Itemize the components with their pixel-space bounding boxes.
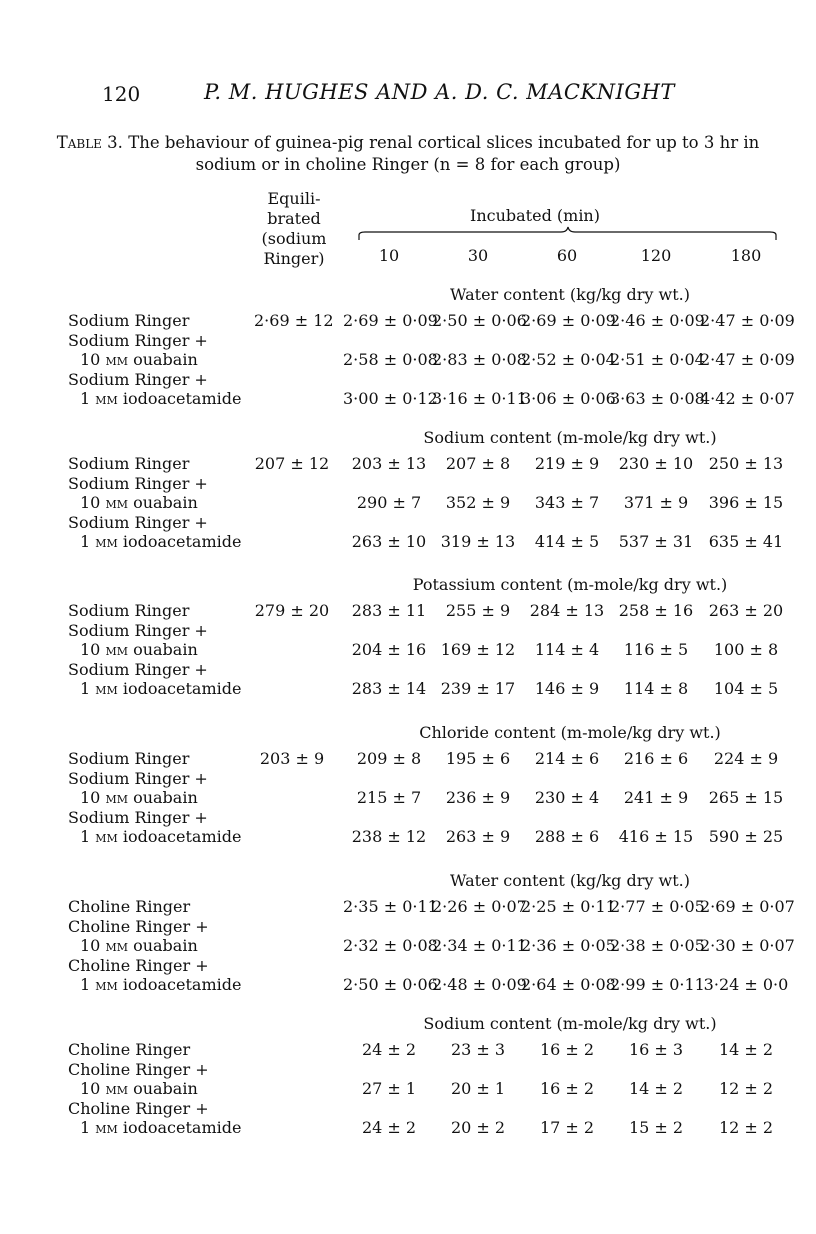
equilibrated-header-line: brated [267, 209, 321, 228]
caption-text-1: The behaviour of guinea-pig renal cortical slices incubated for up to 3 hr in [128, 133, 760, 152]
table-cell: 396 ± 15 [708, 493, 784, 512]
table-cell: 219 ± 9 [534, 454, 600, 473]
table-cell: 635 ± 41 [708, 532, 784, 551]
table-cell: 224 ± 9 [713, 749, 779, 768]
table-cell: 2·26 ± 0·07 [432, 897, 527, 916]
table-cell: 2·48 ± 0·09 [432, 975, 527, 994]
time-column-header: 180 [730, 246, 762, 265]
incubated-brace [355, 226, 780, 242]
row-label: 10 mm ouabain [80, 788, 198, 807]
table-cell: 2·69 ± 0·07 [700, 897, 795, 916]
table-cell: 24 ± 2 [361, 1118, 417, 1137]
table-cell: 2·47 ± 0·09 [700, 350, 795, 369]
table-cell: 288 ± 6 [534, 827, 600, 846]
table-cell: 352 ± 9 [445, 493, 511, 512]
table-cell: 263 ± 20 [708, 601, 784, 620]
row-label: Sodium Ringer + [68, 808, 208, 827]
table-label: Table 3. [56, 133, 123, 152]
table-cell: 2·50 ± 0·06 [432, 311, 527, 330]
table-cell: 537 ± 31 [618, 532, 694, 551]
table-cell: 238 ± 12 [351, 827, 427, 846]
table-cell: 3·16 ± 0·11 [432, 389, 527, 408]
table-cell: 12 ± 2 [718, 1118, 774, 1137]
table-cell: 2·69 ± 0·09 [521, 311, 616, 330]
table-cell: 17 ± 2 [539, 1118, 595, 1137]
section-title: Water content (kg/kg dry wt.) [450, 871, 690, 890]
table-cell: 239 ± 17 [440, 679, 516, 698]
time-column-header: 10 [378, 246, 400, 265]
table-cell: 2·30 ± 0·07 [700, 936, 795, 955]
row-label: Sodium Ringer [68, 311, 190, 330]
time-column-header: 120 [640, 246, 672, 265]
row-label: 1 mm iodoacetamide [80, 1118, 242, 1137]
table-cell: 2·32 ± 0·08 [343, 936, 438, 955]
table-cell: 2·38 ± 0·05 [610, 936, 705, 955]
row-label: Sodium Ringer + [68, 474, 208, 493]
table-cell: 283 ± 11 [351, 601, 427, 620]
row-label: Choline Ringer + [68, 1060, 209, 1079]
table-cell: 2·50 ± 0·06 [343, 975, 438, 994]
incubated-header: Incubated (min) [470, 206, 600, 225]
row-label: 10 mm ouabain [80, 640, 198, 659]
table-cell: 2·47 ± 0·09 [700, 311, 795, 330]
table-cell: 284 ± 13 [529, 601, 605, 620]
equilibrated-header-line: (sodium [261, 229, 327, 248]
table-cell: 3·00 ± 0·12 [343, 389, 438, 408]
equilibrated-header [256, 189, 332, 269]
table-cell: 2·69 ± 0·09 [343, 311, 438, 330]
table-cell: 114 ± 8 [623, 679, 689, 698]
table-cell: 216 ± 6 [623, 749, 689, 768]
row-label: Sodium Ringer + [68, 621, 208, 640]
table-cell: 2·34 ± 0·11 [432, 936, 527, 955]
row-label: Choline Ringer [68, 1040, 191, 1059]
table-cell: 24 ± 2 [361, 1040, 417, 1059]
equilibrated-value: 279 ± 20 [254, 601, 330, 620]
caption-text-2: sodium or in choline Ringer (n = 8 for each group) [195, 155, 621, 174]
page-number: 120 [102, 82, 141, 106]
row-label: 1 mm iodoacetamide [80, 532, 242, 551]
equilibrated-header-line: Ringer) [263, 249, 325, 268]
table-cell: 214 ± 6 [534, 749, 600, 768]
table-cell: 207 ± 8 [445, 454, 511, 473]
section-title: Sodium content (m-mole/kg dry wt.) [423, 428, 717, 447]
row-label: 10 mm ouabain [80, 493, 198, 512]
row-label: Sodium Ringer + [68, 769, 208, 788]
row-label: 10 mm ouabain [80, 1079, 198, 1098]
equilibrated-value: 207 ± 12 [254, 454, 330, 473]
table-cell: 203 ± 13 [351, 454, 427, 473]
table-cell: 3·63 ± 0·08 [610, 389, 705, 408]
table-cell: 16 ± 2 [539, 1040, 595, 1059]
table-cell: 100 ± 8 [713, 640, 779, 659]
row-label: Sodium Ringer + [68, 513, 208, 532]
row-label: Sodium Ringer [68, 749, 190, 768]
table-cell: 146 ± 9 [534, 679, 600, 698]
table-cell: 290 ± 7 [356, 493, 422, 512]
row-label: 10 mm ouabain [80, 350, 198, 369]
table-cell: 104 ± 5 [713, 679, 779, 698]
table-cell: 20 ± 2 [450, 1118, 506, 1137]
table-cell: 116 ± 5 [623, 640, 689, 659]
row-label: Sodium Ringer + [68, 660, 208, 679]
row-label: 1 mm iodoacetamide [80, 827, 242, 846]
table-cell: 2·51 ± 0·04 [610, 350, 705, 369]
row-label: Sodium Ringer + [68, 370, 208, 389]
table-cell: 215 ± 7 [356, 788, 422, 807]
table-cell: 2·64 ± 0·08 [521, 975, 616, 994]
section-title: Chloride content (m-mole/kg dry wt.) [419, 723, 721, 742]
table-cell: 283 ± 14 [351, 679, 427, 698]
table-cell: 230 ± 10 [618, 454, 694, 473]
table-caption-line-1 [0, 132, 816, 154]
table-cell: 265 ± 15 [708, 788, 784, 807]
table-cell: 12 ± 2 [718, 1079, 774, 1098]
row-label: Choline Ringer + [68, 956, 209, 975]
table-cell: 2·83 ± 0·08 [432, 350, 527, 369]
table-cell: 14 ± 2 [718, 1040, 774, 1059]
table-cell: 319 ± 13 [440, 532, 516, 551]
equilibrated-value: 2·69 ± 12 [254, 311, 334, 330]
equilibrated-header-line: Equili- [267, 189, 321, 208]
table-cell: 250 ± 13 [708, 454, 784, 473]
table-cell: 236 ± 9 [445, 788, 511, 807]
section-title: Sodium content (m-mole/kg dry wt.) [423, 1014, 717, 1033]
table-cell: 2·52 ± 0·04 [521, 350, 616, 369]
table-cell: 2·46 ± 0·09 [610, 311, 705, 330]
table-cell: 258 ± 16 [618, 601, 694, 620]
row-label: Choline Ringer [68, 897, 191, 916]
table-cell: 16 ± 3 [628, 1040, 684, 1059]
table-cell: 263 ± 10 [351, 532, 427, 551]
table-cell: 114 ± 4 [534, 640, 600, 659]
table-cell: 27 ± 1 [361, 1079, 417, 1098]
table-cell: 169 ± 12 [440, 640, 516, 659]
table-cell: 2·35 ± 0·11 [343, 897, 438, 916]
row-label: Sodium Ringer [68, 454, 190, 473]
table-cell: 14 ± 2 [628, 1079, 684, 1098]
table-cell: 230 ± 4 [534, 788, 600, 807]
table-cell: 263 ± 9 [445, 827, 511, 846]
row-label: Sodium Ringer [68, 601, 190, 620]
running-head: P. M. HUGHES AND A. D. C. MACKNIGHT [204, 80, 675, 104]
row-label: 1 mm iodoacetamide [80, 389, 242, 408]
table-cell: 371 ± 9 [623, 493, 689, 512]
row-label: 1 mm iodoacetamide [80, 975, 242, 994]
table-cell: 255 ± 9 [445, 601, 511, 620]
time-column-header: 60 [556, 246, 578, 265]
row-label: Choline Ringer + [68, 1099, 209, 1118]
table-cell: 2·58 ± 0·08 [343, 350, 438, 369]
table-cell: 2·36 ± 0·05 [521, 936, 616, 955]
row-label: Choline Ringer + [68, 917, 209, 936]
table-cell: 204 ± 16 [351, 640, 427, 659]
table-cell: 241 ± 9 [623, 788, 689, 807]
table-cell: 20 ± 1 [450, 1079, 506, 1098]
table-cell: 4·42 ± 0·07 [700, 389, 795, 408]
section-title: Water content (kg/kg dry wt.) [450, 285, 690, 304]
table-cell: 195 ± 6 [445, 749, 511, 768]
table-cell: 590 ± 25 [708, 827, 784, 846]
table-cell: 16 ± 2 [539, 1079, 595, 1098]
time-column-header: 30 [467, 246, 489, 265]
row-label: 1 mm iodoacetamide [80, 679, 242, 698]
table-cell: 2·99 ± 0·11 [610, 975, 705, 994]
table-cell: 2·77 ± 0·05 [610, 897, 705, 916]
table-caption-line-2 [0, 154, 816, 176]
section-title: Potassium content (m-mole/kg dry wt.) [412, 575, 728, 594]
table-cell: 15 ± 2 [628, 1118, 684, 1137]
table-cell: 2·25 ± 0·11 [521, 897, 616, 916]
table-cell: 414 ± 5 [534, 532, 600, 551]
table-cell: 3·24 ± 0·0 [703, 975, 789, 994]
table-cell: 3·06 ± 0·06 [521, 389, 616, 408]
equilibrated-value: 203 ± 9 [259, 749, 325, 768]
table-cell: 343 ± 7 [534, 493, 600, 512]
table-cell: 416 ± 15 [618, 827, 694, 846]
table-cell: 23 ± 3 [450, 1040, 506, 1059]
row-label: 10 mm ouabain [80, 936, 198, 955]
row-label: Sodium Ringer + [68, 331, 208, 350]
table-cell: 209 ± 8 [356, 749, 422, 768]
